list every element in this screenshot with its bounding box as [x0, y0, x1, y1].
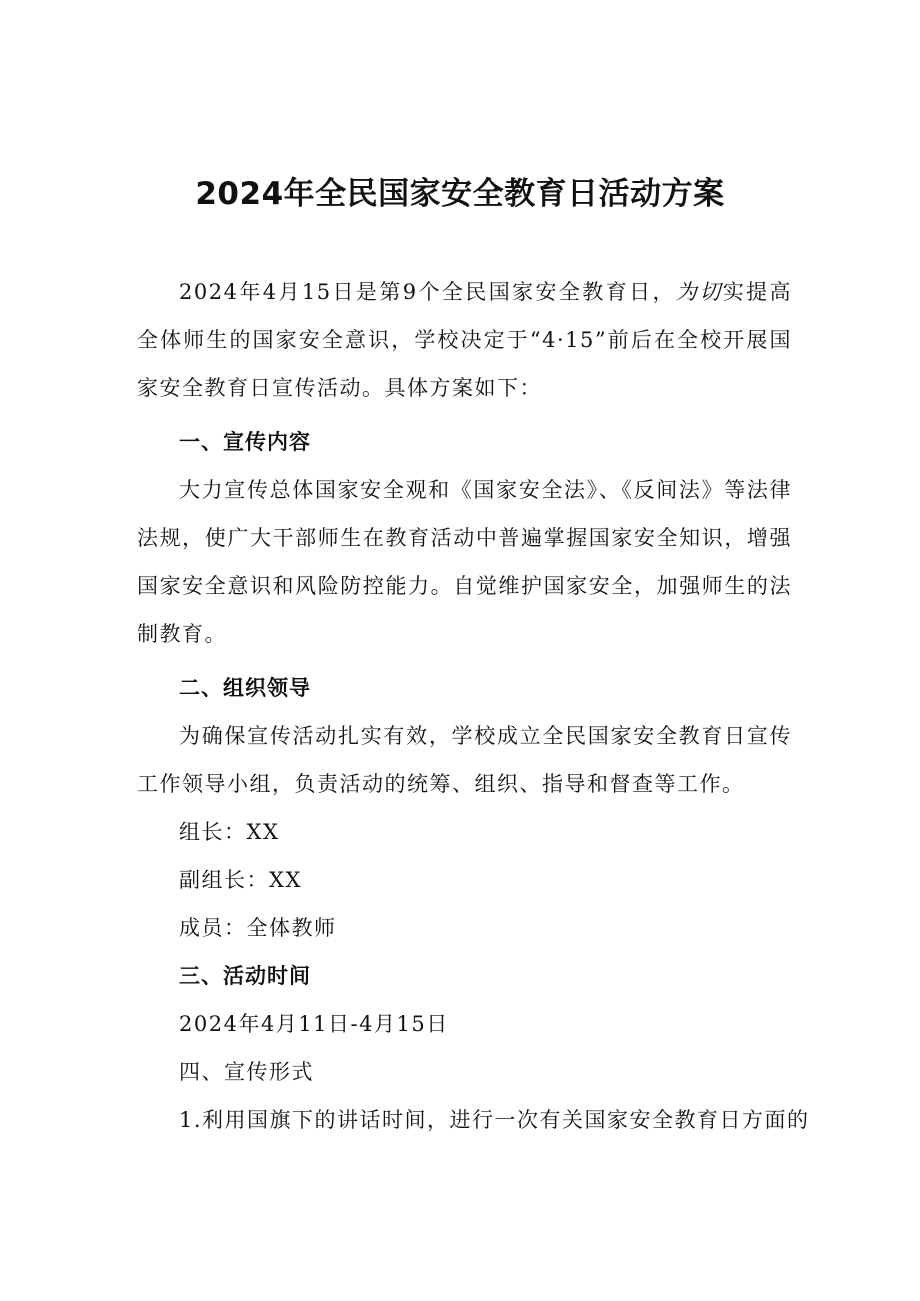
member-deputy-leader: 副组长：XX	[179, 868, 302, 892]
section-heading-4: 四、宣传形式	[179, 1060, 314, 1084]
section-heading-3: 三、活动时间	[179, 964, 311, 988]
activity-time: 2024年4月11日-4月15日	[179, 1012, 449, 1036]
section-paragraph-1: 大力宣传总体国家安全观和《国家安全法》、《反间法》等法律法规，使广大干部师生在教育活动中普遍掌握国家安全知识，增强国家安全意识和风险防控能力。自觉维护国家安全，加强师生的法制教育。	[137, 478, 792, 646]
section-paragraph-2: 为确保宣传活动扎实有效，学校成立全民国家安全教育日宣传工作领导小组，负责活动的统筹、组织、指导和督查等工作。	[137, 724, 792, 796]
member-staff: 成员：全体教师	[179, 916, 337, 940]
section-heading-2: 二、组织领导	[179, 676, 311, 700]
intro-text-end: 实提高全体师生的国家安全意识，学校决定于“4·15”前后在全校开展国家安全教育日宣传活动。具体方案如下：	[137, 280, 793, 400]
section-heading-1: 一、宣传内容	[179, 430, 311, 454]
member-leader: 组长：XX	[179, 820, 280, 844]
intro-text-start: 2024年4月15日是第9个全民国家安全教育日，	[179, 280, 676, 304]
document-title: 2024年全民国家安全教育日活动方案	[195, 176, 725, 212]
intro-paragraph	[137, 268, 792, 412]
document-body	[137, 268, 810, 1144]
form-item-1: 1.利用国旗下的讲话时间，进行一次有关国家安全教育日方面的	[179, 1108, 810, 1132]
intro-text-italic: 为切	[675, 280, 723, 304]
